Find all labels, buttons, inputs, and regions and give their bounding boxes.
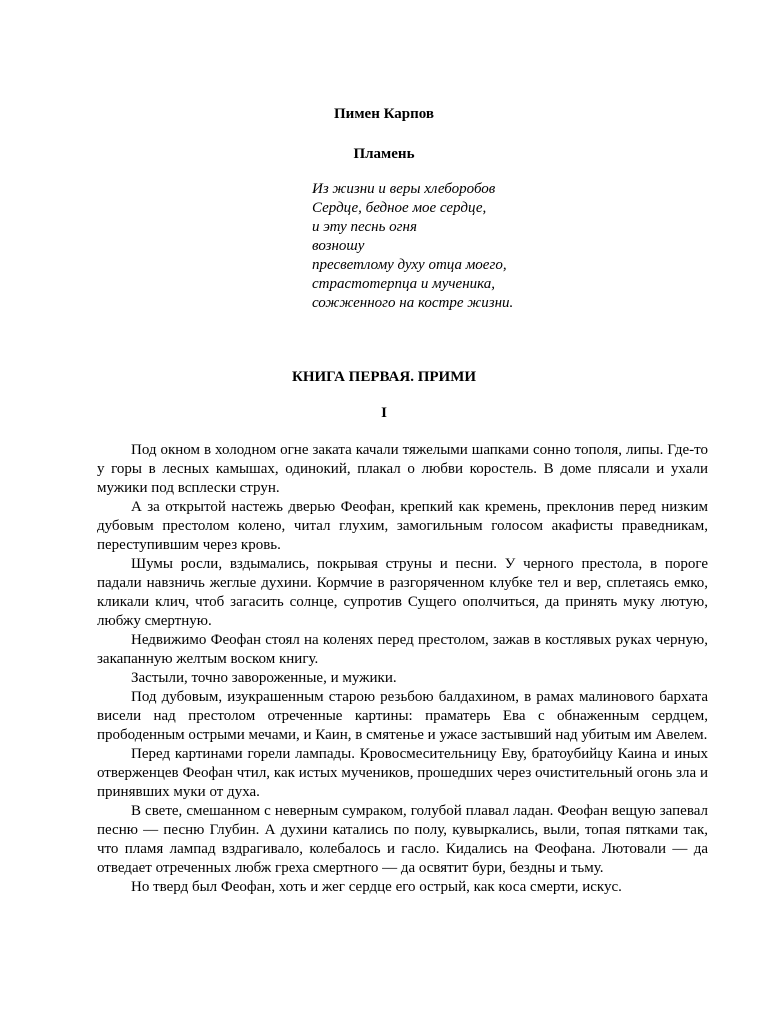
epigraph-line: Сердце, бедное мое сердце, — [312, 200, 487, 216]
epigraph — [312, 180, 513, 313]
chapter-number: I — [381, 405, 387, 421]
epigraph-line: сожженного на костре жизни. — [312, 295, 514, 311]
book-heading: КНИГА ПЕРВАЯ. ПРИМИ — [291, 369, 477, 385]
epigraph-line: возношу — [312, 238, 365, 254]
work-title: Пламень — [353, 146, 415, 162]
paragraph: Под дубовым, изукрашенным старою резьбою балдахином, в рамах малинового бархата висели над престолом отреченные картины: праматерь Ева с обнаженным сердцем, прободенным острыми мечами, и Каин, в смятенье и ужасе застывший над убитым им Авелем. — [97, 689, 708, 743]
epigraph-line: пресветлому духу отца моего, — [312, 257, 507, 273]
paragraph: Шумы росли, вздымались, покрывая струны и песни. У черного престола, в пороге падали навзничь жеглые духини. Кормчие в разгоряченном клубке тел и вер, сплетаясь емко, кликали клич, чтоб загасить солнце, супротив Сущего ополчиться, да принять муку лютую, любжу смертную. — [97, 556, 708, 629]
paragraph: Но тверд был Феофан, хоть и жег сердце его острый, как коса смерти, искус. — [131, 879, 622, 895]
epigraph-line: и эту песнь огня — [312, 219, 417, 235]
paragraph: Перед картинами горели лампады. Кровосмесительницу Еву, братоубийцу Каина и иных отверженцев Феофан чтил, как истых мучеников, прошедших через очистительный огонь зла и принявших муки от духа. — [97, 746, 708, 800]
paragraph: А за открытой настежь дверью Феофан, крепкий как кремень, преклонив перед низким дубовым престолом колено, читал глухим, замогильным голосом акафисты праведникам, переступившим через кровь. — [97, 499, 708, 553]
epigraph-line: Из жизни и веры хлеборобов — [312, 181, 496, 197]
paragraph: Недвижимо Феофан стоял на коленях перед престолом, зажав в костлявых руках черную, закапанную желтым воском книгу. — [97, 632, 708, 667]
paragraph: Застыли, точно завороженные, и мужики. — [131, 670, 397, 686]
author-name: Пимен Карпов — [334, 106, 434, 122]
paragraph: В свете, смешанном с неверным сумраком, голубой плавал ладан. Феофан вещую запевал песню — песню Глубин. А духини катались по полу, кувыркались, выли, топая пятками так, что пламя лампад вздрагивало, колебалось и гасло. Кидались на Феофана. Лютовали — да отведает отреченных любж греха смертного — да освятит бури, бездны и тьму. — [97, 803, 708, 876]
paragraph: Под окном в холодном огне заката качали тяжелыми шапками сонно тополя, липы. Где-то у горы в лесных камышах, одинокий, плакал о любви коростель. В доме плясали и ухали мужики под всплески струн. — [97, 442, 708, 496]
body-text — [97, 441, 708, 897]
epigraph-line: страстотерпца и мученика, — [312, 276, 496, 292]
